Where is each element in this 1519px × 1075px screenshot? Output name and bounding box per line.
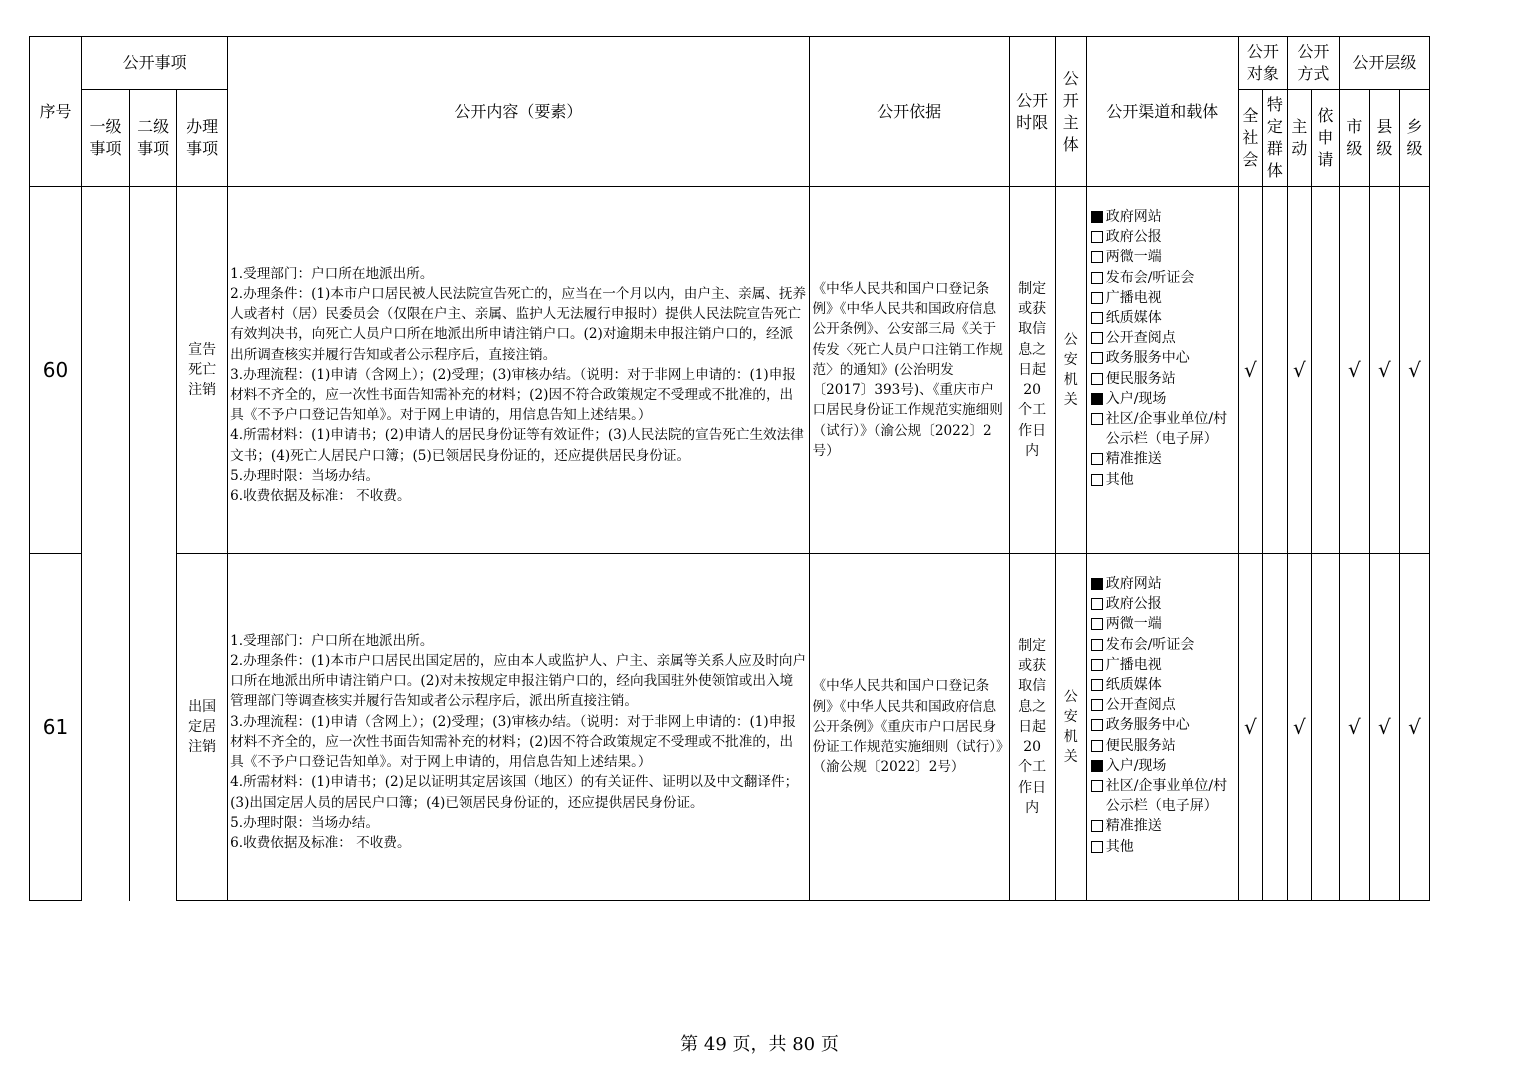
header-seq: 序号 (30, 37, 82, 187)
row-handle: 宣告死亡注销 (177, 187, 228, 554)
checkbox-icon (1091, 453, 1103, 465)
channel-item: 社区/企事业单位/村公示栏（电子屏） (1091, 409, 1236, 449)
header-items-group: 公开事项 (82, 37, 228, 90)
row-method-active: √ (1287, 187, 1311, 554)
row-content (228, 554, 809, 901)
header-level-city: 市级 (1339, 90, 1369, 187)
channel-item: 便民服务站 (1091, 736, 1236, 756)
row-level-county: √ (1369, 187, 1399, 554)
header-method-active: 主动 (1287, 90, 1311, 187)
content-line: 1.受理部门：户口所在地派出所。 (230, 265, 434, 282)
checkbox-icon (1091, 332, 1103, 344)
row-subject: 公安机关 (1055, 554, 1086, 901)
row-method-request (1311, 187, 1339, 554)
row-level-county: √ (1369, 554, 1399, 901)
checkbox-icon (1091, 679, 1103, 691)
channel-item: 两微一端 (1091, 247, 1236, 267)
checkbox-icon (1091, 578, 1103, 590)
row-target-all: √ (1238, 554, 1262, 901)
content-line: 4.所需材料：(1)申请书；(2)申请人的居民身份证等有效证件；(3)人民法院的宣告死亡生效法律文书；(4)死亡人居民户口簿；(5)已领居民身份证的，还应提供居民身份证。 (230, 427, 804, 464)
row-level2-cell (130, 187, 177, 901)
checkbox-icon (1091, 373, 1103, 385)
channel-item: 入户/现场 (1091, 389, 1236, 409)
checkbox-icon (1091, 699, 1103, 711)
channel-item: 其他 (1091, 837, 1236, 857)
header-level1: 一级事项 (82, 90, 130, 187)
row-level-town: √ (1399, 554, 1429, 901)
checkbox-icon (1091, 659, 1103, 671)
header-subject: 公开主体 (1055, 37, 1086, 187)
channel-item: 政府网站 (1091, 207, 1236, 227)
checkbox-icon (1091, 760, 1103, 772)
row-time-limit: 制定或获取信息之日起20个工作日内 (1009, 554, 1055, 901)
row-level1-cell (82, 187, 130, 901)
checkbox-icon (1091, 231, 1103, 243)
channel-item: 政务服务中心 (1091, 715, 1236, 735)
page-footer (0, 1030, 1519, 1056)
header-level-county: 县级 (1369, 90, 1399, 187)
content-line: 3.办理流程：(1)申请（含网上）；(2)受理；(3)审核办结。（说明：对于非网上申请的：(1)申报材料不齐全的，应一次性书面告知需补充的材料；(2)因不符合政策规定不受理或不批准的，出具《不予户口登记告知单》。对于网上申请的，用信息告知上述结果。） (230, 366, 796, 424)
channel-item: 纸质媒体 (1091, 308, 1236, 328)
channel-item: 精准推送 (1091, 816, 1236, 836)
channel-item: 纸质媒体 (1091, 675, 1236, 695)
checkbox-icon (1091, 740, 1103, 752)
checkbox-icon (1091, 211, 1103, 223)
checkbox-icon (1091, 393, 1103, 405)
channel-item: 政府网站 (1091, 574, 1236, 594)
checkbox-icon (1091, 780, 1103, 792)
header-target-group: 公开对象 (1238, 37, 1287, 90)
row-handle: 出国定居注销 (177, 554, 228, 901)
row-channels (1086, 554, 1238, 901)
row-level-city: √ (1339, 187, 1369, 554)
checkbox-icon (1091, 598, 1103, 610)
content-line: 4.所需材料：(1)申请书；(2)足以证明其定居该国（地区）的有关证件、证明以及中文翻译件；(3)出国定居人员的居民户口簿；(4)已领居民身份证的，还应提供居民身份证。 (230, 774, 799, 811)
header-level-group: 公开层级 (1339, 37, 1429, 90)
row-method-request (1311, 554, 1339, 901)
channel-item: 广播电视 (1091, 288, 1236, 308)
channel-item: 便民服务站 (1091, 369, 1236, 389)
channel-item: 政府公报 (1091, 594, 1236, 614)
row-target-all: √ (1238, 187, 1262, 554)
header-target-all: 全社会 (1238, 90, 1262, 187)
channel-item: 公开查阅点 (1091, 695, 1236, 715)
content-line: 1.受理部门：户口所在地派出所。 (230, 632, 434, 649)
header-content: 公开内容（要素） (228, 37, 809, 187)
checkbox-icon (1091, 841, 1103, 853)
channel-item: 入户/现场 (1091, 756, 1236, 776)
row-level-town: √ (1399, 187, 1429, 554)
disclosure-table (29, 36, 1430, 901)
row-channels (1086, 187, 1238, 554)
content-line: 6.收费依据及标准： 不收费。 (230, 834, 411, 851)
checkbox-icon (1091, 820, 1103, 832)
row-method-active: √ (1287, 554, 1311, 901)
checkbox-icon (1091, 251, 1103, 263)
row-subject: 公安机关 (1055, 187, 1086, 554)
channel-item: 发布会/听证会 (1091, 635, 1236, 655)
header-target-specific: 特定群体 (1262, 90, 1287, 187)
content-line: 5.办理时限：当场办结。 (230, 467, 380, 484)
channel-item: 精准推送 (1091, 449, 1236, 469)
channel-item: 广播电视 (1091, 655, 1236, 675)
header-method-group: 公开方式 (1287, 37, 1339, 90)
header-time-limit: 公开时限 (1009, 37, 1055, 187)
row-target-specific (1262, 187, 1287, 554)
row-basis: 《中华人民共和国户口登记条例》《中华人民共和国政府信息公开条例》、公安部三局《关于传发〈死亡人员户口注销工作规范〉的通知》(公治明发〔2017〕393号)、《重庆市户口居民身份证工作规范实施细则（试行）》（渝公规〔2022〕2号） (809, 187, 1009, 554)
row-seq: 60 (30, 187, 82, 554)
content-line: 3.办理流程：(1)申请（含网上）；(2)受理；(3)审核办结。（说明：对于非网上申请的：(1)申报材料不齐全的，应一次性书面告知需补充的材料；(2)因不符合政策规定不受理或不批准的，出具《不予户口登记告知单》。对于网上申请的，用信息告知上述结果。） (230, 713, 796, 771)
checkbox-icon (1091, 312, 1103, 324)
header-method-request: 依申请 (1311, 90, 1339, 187)
header-channels: 公开渠道和载体 (1086, 37, 1238, 187)
row-time-limit: 制定或获取信息之日起20个工作日内 (1009, 187, 1055, 554)
channel-item: 社区/企事业单位/村公示栏（电子屏） (1091, 776, 1236, 816)
channel-item: 政府公报 (1091, 227, 1236, 247)
row-target-specific (1262, 554, 1287, 901)
row-content (228, 187, 809, 554)
row-seq: 61 (30, 554, 82, 901)
content-line: 5.办理时限：当场办结。 (230, 814, 380, 831)
channel-item: 发布会/听证会 (1091, 268, 1236, 288)
page-number: 第 49 页，共 80 页 (680, 1034, 839, 1055)
checkbox-icon (1091, 352, 1103, 364)
content-line: 6.收费依据及标准： 不收费。 (230, 488, 411, 505)
checkbox-icon (1091, 618, 1103, 630)
checkbox-icon (1091, 413, 1103, 425)
channel-item: 政务服务中心 (1091, 348, 1236, 368)
header-level-town: 乡级 (1399, 90, 1429, 187)
checkbox-icon (1091, 272, 1103, 284)
channel-item: 其他 (1091, 470, 1236, 490)
table-row (30, 187, 1430, 554)
header-level2: 二级事项 (130, 90, 177, 187)
row-level-city: √ (1339, 554, 1369, 901)
header-handle: 办理事项 (177, 90, 228, 187)
checkbox-icon (1091, 719, 1103, 731)
content-line: 2.办理条件：(1)本市户口居民被人民法院宣告死亡的，应当在一个月以内，由户主、亲属、抚养人或者村（居）民委员会（仅限在户主、亲属、监护人无法履行申报时）提供人民法院宣告死亡有效判决书，向死亡人员户口所在地派出所申请注销户口。(2)对逾期未申报注销户口的，经派出所调查核实并履行告知或者公示程序后，直接注销。 (230, 285, 807, 363)
table-row (30, 554, 1430, 901)
channel-item: 两微一端 (1091, 614, 1236, 634)
channel-item: 公开查阅点 (1091, 328, 1236, 348)
row-basis: 《中华人民共和国户口登记条例》《中华人民共和国政府信息公开条例》《重庆市户口居民身份证工作规范实施细则（试行）》（渝公规〔2022〕2号） (809, 554, 1009, 901)
checkbox-icon (1091, 639, 1103, 651)
header-basis: 公开依据 (809, 37, 1009, 187)
content-line: 2.办理条件：(1)本市户口居民出国定居的，应由本人或监护人、户主、亲属等关系人应及时向户口所在地派出所申请注销户口。(2)对未按规定申报注销户口的，经向我国驻外使领馆或出入境管理部门等调查核实并履行告知或者公示程序后，派出所直接注销。 (230, 653, 807, 710)
checkbox-icon (1091, 474, 1103, 486)
checkbox-icon (1091, 292, 1103, 304)
